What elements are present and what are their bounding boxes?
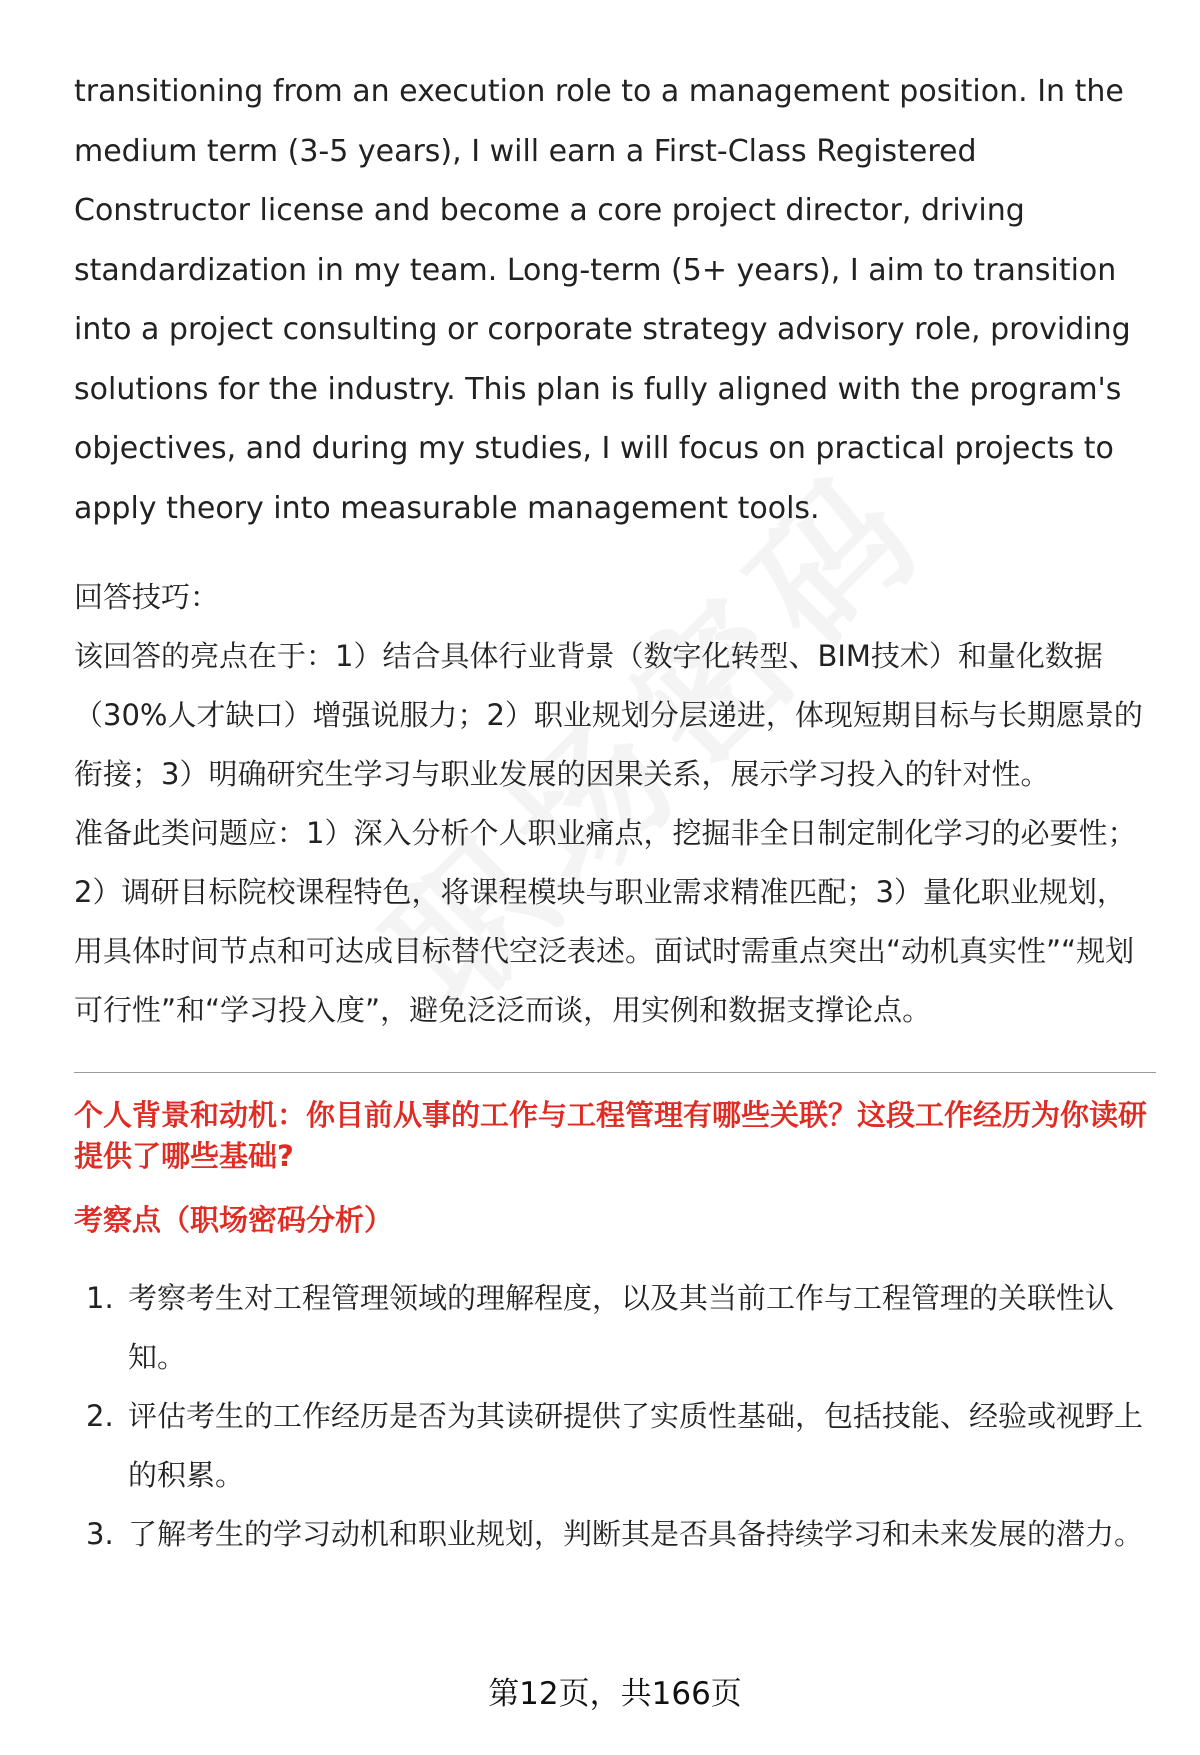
answer-tips-highlight: 该回答的亮点在于：1）结合具体行业背景（数字化转型、BIM技术）和量化数据（30%人才缺口）增强说服力；2）职业规划分层递进，体现短期目标与长期愿景的衔接；3）明确研究生学习与职业发展的因果关系，展示学习投入的针对性。 bbox=[74, 639, 1143, 791]
section-divider bbox=[74, 1072, 1156, 1073]
answer-paragraph-english: transitioning from an execution role to a management position. In the medium term (3-5 years), I will earn a First-Class Registered Constructor license and become a core project director, driving standardization in my team. Long-term (5+ years), I aim to transition into a project consulting or corporate strategy advisory role, providing solutions for the industry. This plan is fully aligned with the program's objectives, and during my studies, I will focus on practical projects to apply theory into measurable management tools. bbox=[74, 74, 1131, 526]
answer-tips-preparation: 准备此类问题应：1）深入分析个人职业痛点，挖掘非全日制定制化学习的必要性；2）调研目标院校课程特色，将课程模块与职业需求精准匹配；3）量化职业规划，用具体时间节点和可达成目标替代空泛表述。面试时需重点突出“动机真实性”“规划可行性”和“学习投入度”，避免泛泛而谈，用实例和数据支撑论点。 bbox=[74, 816, 1137, 1027]
list-item-number: 1. bbox=[86, 1281, 114, 1315]
list-item-number: 3. bbox=[86, 1517, 114, 1551]
list-item bbox=[74, 1505, 1154, 1564]
list-item-text: 评估考生的工作经历是否为其读研提供了实质性基础，包括技能、经验或视野上的积累。 bbox=[128, 1399, 1144, 1492]
list-item bbox=[74, 1269, 1154, 1387]
interview-question: 个人背景和动机：你目前从事的工作与工程管理有哪些关联？这段工作经历为你读研提供了哪些基础? bbox=[74, 1098, 1148, 1173]
list-item bbox=[74, 1387, 1154, 1505]
assessment-heading: 考察点（职场密码分析） bbox=[74, 1203, 394, 1237]
list-item-text: 考察考生对工程管理领域的理解程度，以及其当前工作与工程管理的关联性认知。 bbox=[128, 1281, 1115, 1374]
assessment-list bbox=[74, 1269, 1154, 1564]
answer-tips-label: 回答技巧： bbox=[74, 580, 220, 614]
list-item-text: 了解考生的学习动机和职业规划，判断其是否具备持续学习和未来发展的潜力。 bbox=[128, 1517, 1144, 1551]
page-number-footer: 第12页，共166页 bbox=[488, 1676, 742, 1712]
list-item-number: 2. bbox=[86, 1399, 114, 1433]
page-content bbox=[74, 62, 1154, 1564]
